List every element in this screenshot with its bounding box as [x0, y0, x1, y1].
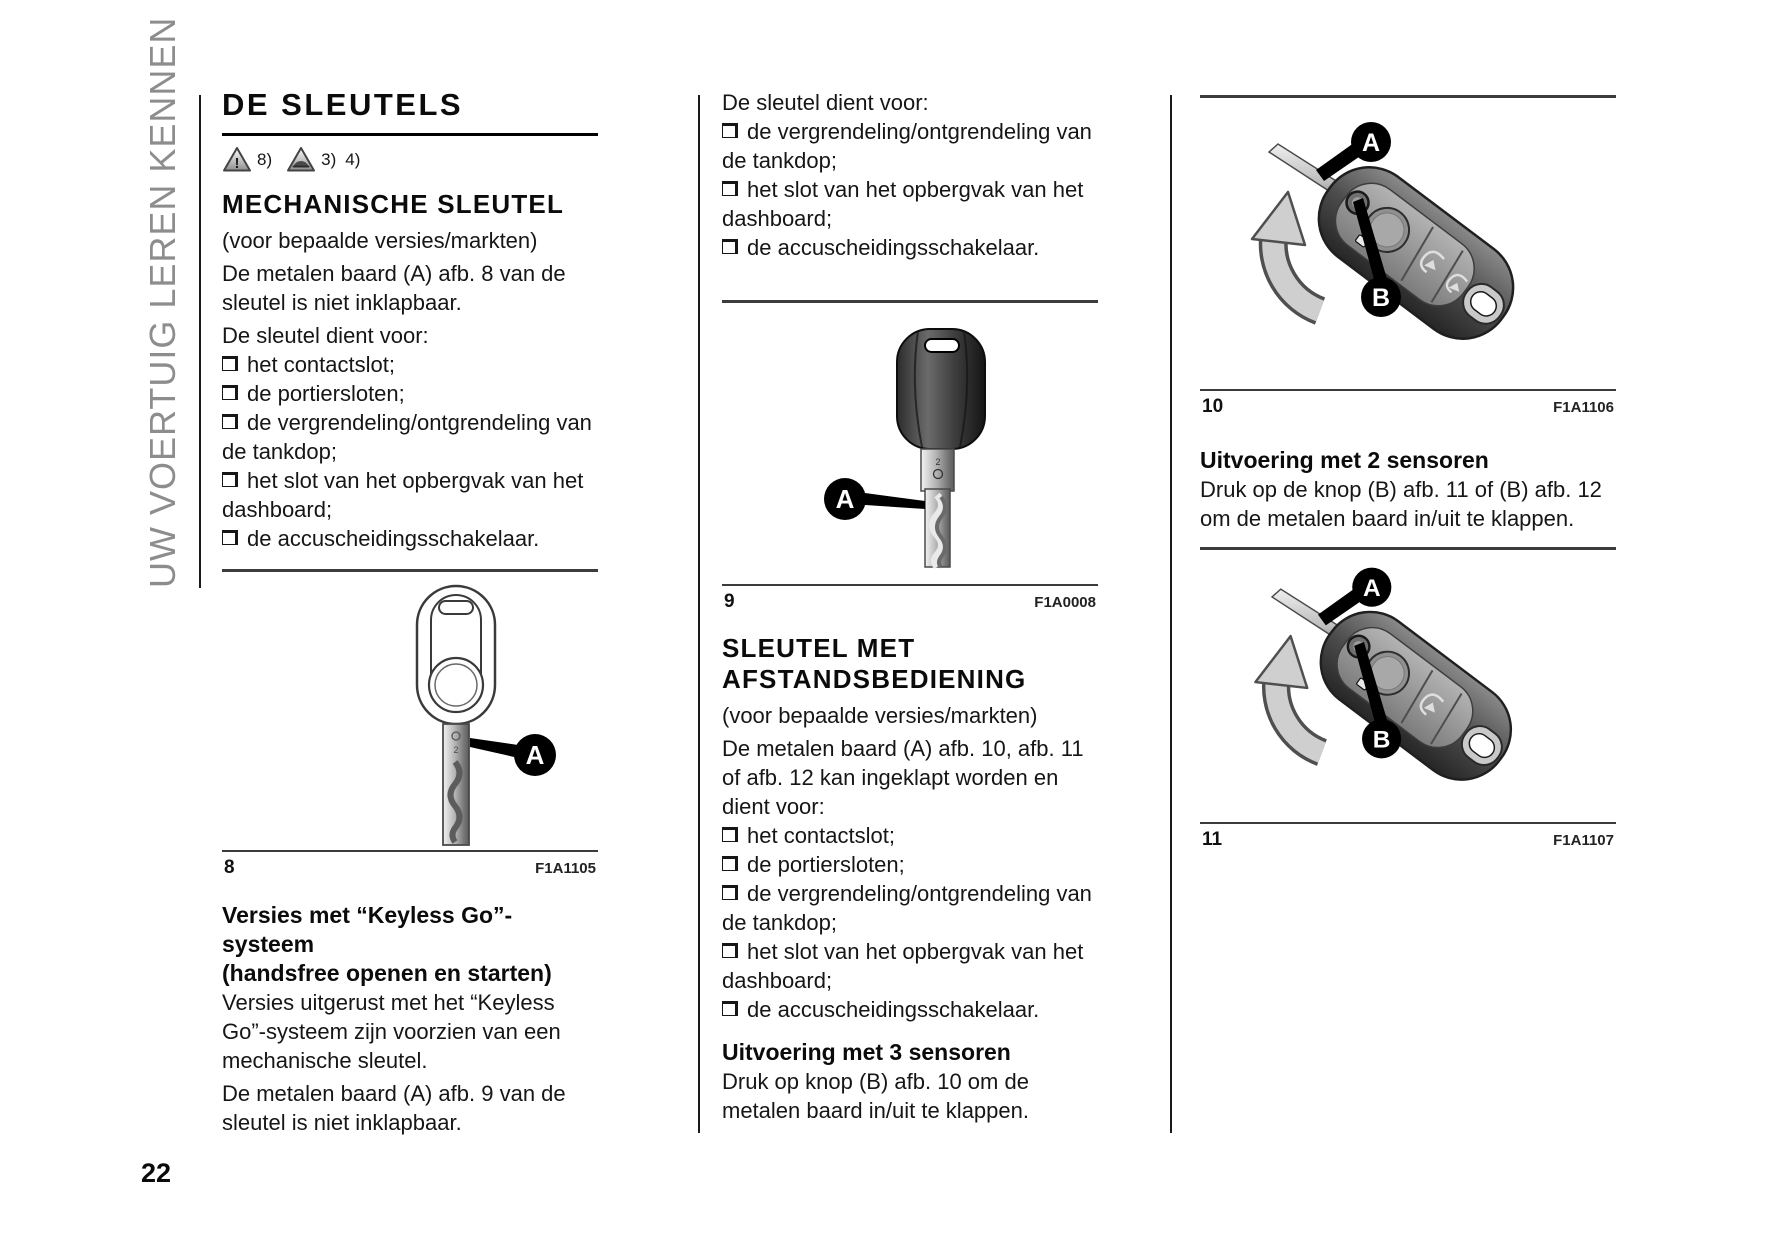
figure-code: F1A1107 — [1553, 832, 1614, 849]
square-bullet-icon — [222, 356, 238, 371]
figure-caption — [1200, 824, 1616, 851]
figure-caption — [1200, 391, 1616, 418]
square-bullet-icon — [722, 181, 738, 196]
flip-arrow-head — [1255, 636, 1307, 688]
figure-caption — [222, 852, 598, 879]
square-bullet-icon — [722, 827, 738, 842]
list-item: de portiersloten; — [222, 379, 598, 408]
mechanical-key-illustration — [222, 572, 598, 850]
page-number: 22 — [141, 1158, 172, 1188]
subheading-2-sensors: Uitvoering met 2 sensoren — [1200, 447, 1489, 473]
callout-b-label: B — [1372, 726, 1391, 754]
paragraph: De metalen baard (A) afb. 9 van de sleutel is niet inklapbaar. — [222, 1081, 566, 1135]
square-bullet-icon — [222, 414, 238, 429]
figure-caption — [722, 586, 1098, 613]
figure-code: F1A0008 — [1034, 594, 1096, 611]
subheading-keyless-go: Versies met “Keyless Go”-systeem (handsfree openen en starten) — [222, 902, 552, 986]
column-divider-1 — [698, 95, 700, 1133]
figure-10-flip-key — [1200, 95, 1616, 418]
column-1 — [222, 88, 598, 1137]
list-item: de vergrendeling/ontgrendeling van de tankdop; — [222, 410, 592, 464]
list-item: het contactslot; — [722, 821, 1098, 850]
callout-a-label: A — [525, 739, 545, 770]
caution-ref-number-2: 4) — [345, 149, 361, 169]
section-heading-remote-key: SLEUTEL MET AFSTANDSBEDIENING — [722, 633, 1027, 694]
paragraph: De sleutel dient voor: — [722, 90, 929, 115]
warning-exclamation-icon — [222, 146, 252, 173]
flip-key-2-sensor-illustration — [1200, 550, 1616, 822]
page-title: DE SLEUTELS — [222, 88, 598, 136]
square-bullet-icon — [722, 885, 738, 900]
list-item: de accuscheidingsschakelaar. — [222, 524, 598, 553]
list-item: het slot van het opbergvak van het dashboard; — [722, 939, 1084, 993]
list-item: de accuscheidingsschakelaar. — [722, 233, 1098, 262]
figure-9-canvas — [722, 303, 1098, 584]
market-note: (voor bepaalde versies/markten) — [222, 228, 538, 253]
square-bullet-icon — [722, 856, 738, 871]
chapter-sidebar-label: UW VOERTUIG LEREN KENNEN — [142, 16, 183, 588]
flip-key-3-sensor-illustration — [1200, 98, 1616, 389]
figure-11-flip-key — [1200, 547, 1616, 851]
square-bullet-icon — [222, 530, 238, 545]
caution-car-icon — [286, 146, 316, 173]
figure-8-canvas — [222, 572, 598, 850]
sidebar-divider-line — [199, 95, 201, 588]
paragraph: Druk op knop (B) afb. 10 om de metalen baard in/uit te klappen. — [722, 1069, 1029, 1123]
list-item: de accuscheidingsschakelaar. — [722, 995, 1098, 1024]
figure-number: 10 — [1202, 396, 1224, 417]
callout-a-label: A — [835, 483, 855, 514]
figure-11-canvas — [1200, 550, 1616, 822]
figure-10-canvas — [1200, 98, 1616, 389]
paragraph: Druk op de knop (B) afb. 11 of (B) afb. 12 om de metalen baard in/uit te klappen. — [1200, 477, 1602, 531]
callout-pointer — [865, 493, 925, 509]
column-divider-2 — [1170, 95, 1172, 1133]
flip-arrow-head — [1252, 192, 1305, 245]
column-3 — [1200, 95, 1616, 851]
square-bullet-icon — [722, 1001, 738, 1016]
warning-reference-row — [222, 146, 598, 173]
callout-a-label: A — [1362, 574, 1381, 602]
figure-number: 11 — [1202, 829, 1223, 850]
paragraph: De sleutel dient voor: — [222, 323, 429, 348]
figure-number: 8 — [224, 857, 235, 878]
figure-code: F1A1106 — [1553, 399, 1614, 416]
list-item: het slot van het opbergvak van het dashboard; — [722, 177, 1084, 231]
list-item: de vergrendeling/ontgrendeling van de tankdop; — [722, 881, 1092, 935]
warning-ref-number: 8) — [257, 149, 273, 169]
square-bullet-icon — [722, 123, 738, 138]
paragraph: De metalen baard (A) afb. 10, afb. 11 of afb. 12 kan ingeklapt worden en dient voor: — [722, 736, 1084, 819]
column-2 — [722, 88, 1098, 1125]
market-note: (voor bepaalde versies/markten) — [722, 703, 1038, 728]
list-item: de vergrendeling/ontgrendeling van de tankdop; — [722, 119, 1092, 173]
key-ring-hole — [439, 601, 473, 614]
subheading-3-sensors: Uitvoering met 3 sensoren — [722, 1039, 1011, 1065]
square-bullet-icon — [722, 239, 738, 254]
key-ring-hole — [925, 339, 959, 352]
list-item: de portiersloten; — [722, 850, 1098, 879]
figure-number: 9 — [724, 591, 735, 612]
figure-9-key-dark-head — [722, 300, 1098, 613]
figure-8-mechanical-key — [222, 569, 598, 879]
square-bullet-icon — [222, 472, 238, 487]
square-bullet-icon — [222, 385, 238, 400]
caution-ref-number-1: 3) — [321, 149, 337, 169]
paragraph: De metalen baard (A) afb. 8 van de sleutel is niet inklapbaar. — [222, 261, 566, 315]
callout-b-label: B — [1371, 283, 1391, 312]
key-with-dark-head-illustration — [722, 303, 1098, 584]
svg-text:!: ! — [234, 155, 240, 172]
square-bullet-icon — [722, 943, 738, 958]
blade-mark: 2 — [935, 456, 941, 467]
figure-code: F1A1105 — [535, 860, 596, 877]
section-heading-mechanical-key: MECHANISCHE SLEUTEL — [222, 189, 565, 219]
callout-a-label: A — [1361, 128, 1381, 157]
paragraph: Versies uitgerust met het “Keyless Go”-systeem zijn voorzien van een mechanische sleutel. — [222, 990, 561, 1073]
blade-mark: 2 — [453, 744, 459, 755]
list-item: het contactslot; — [222, 350, 598, 379]
list-item: het slot van het opbergvak van het dashboard; — [222, 468, 584, 522]
